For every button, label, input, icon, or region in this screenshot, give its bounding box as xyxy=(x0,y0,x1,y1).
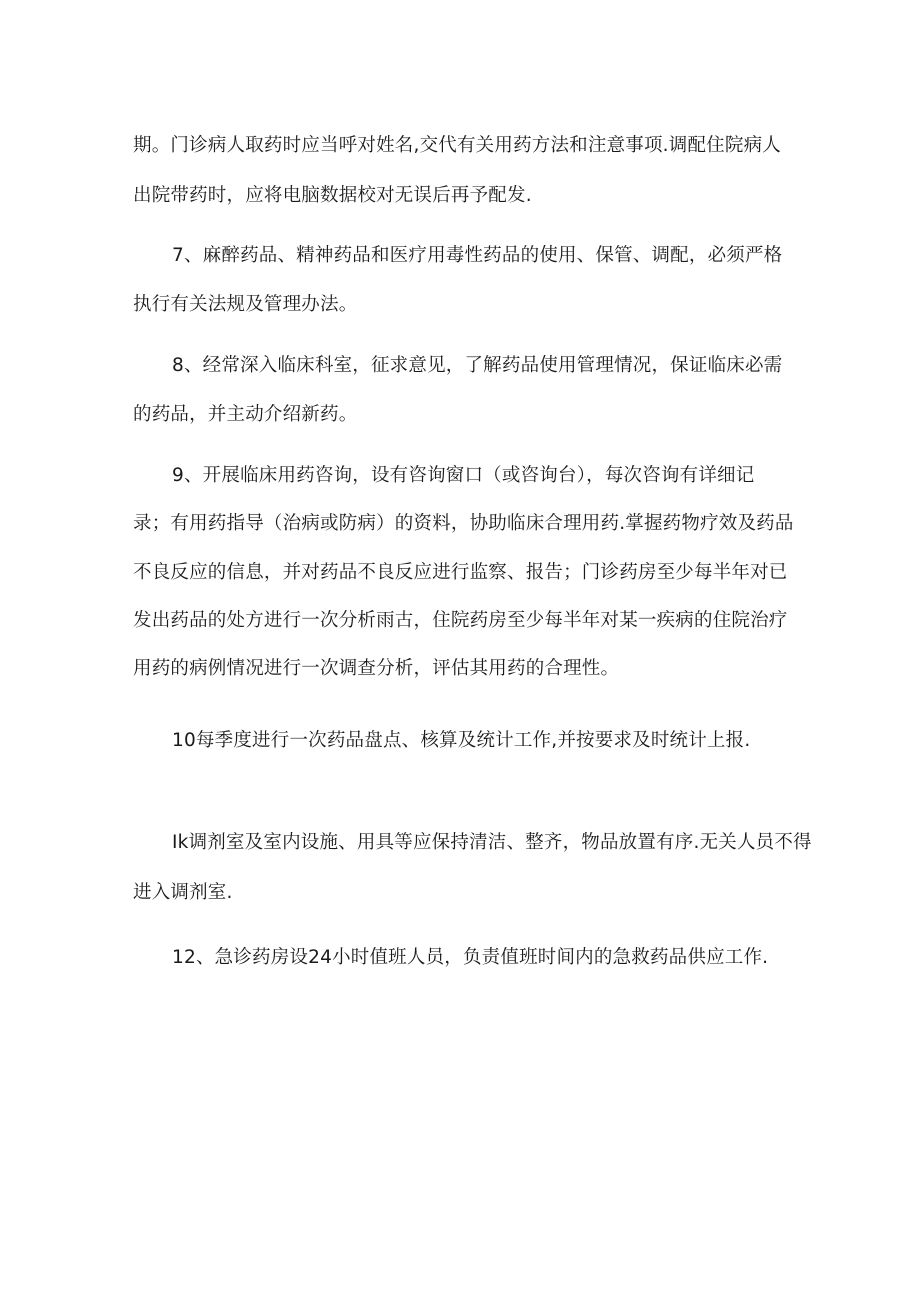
text-line-3: 7、麻醉药品、精神药品和医疗用毒性药品的使用、保管、调配，必须严格 xyxy=(172,245,783,266)
text-line-15: 12、急诊药房设24小时值班人员，负责值班时间内的急救药品供应工作. xyxy=(172,947,769,968)
text-line-9: 不良反应的信息，并对药品不良反应进行监察、报告；门诊药房至少每半年对已 xyxy=(133,562,788,583)
text-line-8: 录；有用药指导（治病或防病）的资料，协助临床合理用药.掌握药物疗效及药品 xyxy=(133,513,794,534)
text-line-6: 的药品，并主动介绍新药。 xyxy=(133,404,358,425)
text-line-11: 用药的病例情况进行一次调查分析，评估其用药的合理性。 xyxy=(133,658,620,679)
text-line-4: 执行有关法规及管理办法。 xyxy=(133,294,358,315)
text-line-2: 出院带药时，应将电脑数据校对无误后再予配发. xyxy=(133,185,532,206)
text-line-14: 进入调剂室. xyxy=(133,882,233,903)
text-line-10: 发出药品的处方进行一次分析雨古，住院药房至少每半年对某一疾病的住院治疗 xyxy=(133,610,788,631)
text-line-12: 10每季度进行一次药品盘点、核算及统计工作,并按要求及时统计上报. xyxy=(172,730,751,751)
text-line-7: 9、开展临床用药咨询，设有咨询窗口（或咨询台），每次咨询有详细记 xyxy=(172,465,755,486)
text-line-1: 期。门诊病人取药时应当呼对姓名,交代有关用药方法和注意事项.调配住院病人 xyxy=(133,135,781,156)
text-line-5: 8、经常深入临床科室，征求意见，了解药品使用管理情况，保证临床必需 xyxy=(172,355,783,376)
text-line-13: Ik调剂室及室内设施、用具等应保持清洁、整齐，物品放置有序.无关人员不得 xyxy=(172,832,812,853)
